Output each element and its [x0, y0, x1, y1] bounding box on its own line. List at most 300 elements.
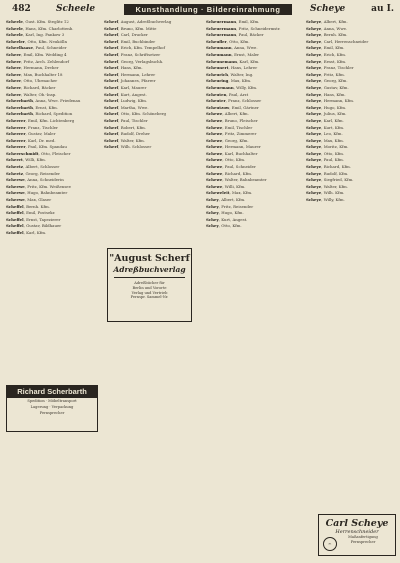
directory-entry: Schewe, Richard, Kfm. [206, 170, 253, 176]
advertisement-scherbarth [6, 385, 98, 432]
entry-details: Georg, Verlagsbuchh. [120, 58, 164, 64]
entry-details: Ernst, Kfm. [35, 104, 58, 110]
entry-details: Emil, Kfm. Lichtenberg [28, 117, 75, 123]
directory-entry: Scheutzow, Emil, Gärtner [206, 104, 259, 110]
entry-name: Scheuermann [206, 25, 237, 31]
entry-details: Walter, Kfm. [120, 137, 145, 143]
entry-name: Scheweleit [206, 190, 230, 196]
directory-entry: Schewe, Hermann, Maurer [206, 144, 261, 150]
entry-name: Scheele [6, 32, 23, 38]
directory-entry: Scherf, Karl, Maurer [104, 84, 147, 90]
directory-entry: Scheer, Fritz, Arch. Zehlendorf [6, 58, 69, 64]
entry-name: Scheerer [6, 124, 26, 130]
entry-details: Max, Glaser [27, 197, 52, 203]
entry-name: Scheetz [6, 170, 23, 176]
entry-name: Schewe [206, 144, 223, 150]
directory-entry: Scheele, Gust. Kfm. Steglitz 12 [6, 19, 69, 24]
directory-entry: Scheye, Bernh. Kfm. [306, 32, 348, 38]
directory-entry: Scheele, Hans, Kfm. Charlottenb. [6, 25, 74, 31]
entry-name: Scherf [104, 104, 119, 110]
directory-entry: Schewe, Paul, Schneider [206, 164, 256, 170]
directory-entry: Schewe, Karl, Buchhalter [206, 150, 258, 156]
entry-details: Hermann, Maurer [224, 144, 261, 150]
entry-name: Scheye [306, 111, 322, 117]
entry-name: Scheumann [206, 45, 232, 51]
entry-details: Franz, Schriftsetzer [120, 51, 161, 57]
entry-details: Otto, Kfm. Schöneberg [120, 111, 166, 117]
entry-details: Otto, Kfm. [224, 157, 246, 163]
directory-entry: Scheunert, Hans, Lehrer [206, 65, 258, 71]
column-3 [206, 19, 296, 559]
entry-name: Scherf [104, 98, 119, 104]
entry-name: Scheuermann [206, 32, 237, 38]
entry-details: Hugo, Bahnbeamter [27, 190, 68, 196]
entry-name: Scherf [104, 78, 119, 84]
directory-entry: Schewe, Otto, Kfm. [206, 157, 246, 163]
entry-details: Hermann, Kfm. [323, 98, 355, 104]
directory-entry: Scheuermann, Paul, Bäcker [206, 32, 264, 38]
header-last-name: Scheye [310, 4, 346, 14]
entry-details: Willi, Kfm. [25, 157, 46, 163]
entry-name: Scheye [306, 19, 322, 24]
entry-details: August, Adreßbuchverlag [120, 19, 172, 24]
entry-name: Scheele [6, 25, 23, 31]
directory-entry: Schey, Fritz, Reisender [206, 203, 254, 209]
entry-name: Scherf [104, 19, 119, 24]
ad-scheye-subtitle: Herrenschneider [335, 529, 379, 535]
entry-details: Kurt, Kfm. [323, 124, 345, 130]
entry-name: Scheunemann [206, 58, 237, 64]
entry-details: Paul, Kfm. Spandau [28, 144, 67, 150]
entry-name: Schey [206, 203, 219, 209]
entry-details: Richard, Bäcker [23, 84, 56, 90]
entry-name: Scheye [306, 51, 322, 57]
ad-scherbarth-line: Lagerung · Verpackung [30, 405, 74, 409]
entry-name: Scheffel [6, 216, 24, 222]
entry-details: Moritz, Kfm. [323, 144, 349, 150]
entry-name: Scheffel [6, 210, 24, 216]
directory-entry: Scheerer, Franz, Tischler [6, 124, 58, 130]
ad-scherf-line: Fernspr. Sammel-Nr. [130, 295, 169, 300]
entry-details: Siegfried, Kfm. [323, 177, 354, 183]
entry-details: Ernst, Maler [234, 51, 260, 57]
directory-entry: Scheele, Karl, Ing. Pankow 3 [6, 32, 65, 38]
entry-details: Anna, Wwe. [234, 45, 258, 51]
entry-name: Scherf [104, 117, 119, 123]
directory-entry: Scheunemann, Karl, Kfm. [206, 58, 260, 64]
entry-details: Otto, Uhrmacher [23, 78, 58, 84]
ad-scherf-title: "August Scherf [109, 253, 190, 264]
directory-entry: Scheer, Emil, Kfm. Wedding 4 [6, 51, 67, 57]
entry-name: Scheewe [6, 183, 25, 189]
entry-details: Richard, Kfm. [224, 170, 253, 176]
entry-name: Scheewe [6, 177, 25, 183]
entry-name: Scherf [104, 131, 119, 137]
entry-name: Scheye [306, 32, 322, 38]
directory-entry: Schey, Otto, Kfm. [206, 223, 242, 229]
entry-details: Richard, Kfm. [323, 164, 351, 170]
directory-entry: Scheye, Siegfried, Kfm. [306, 177, 354, 183]
entry-name: Schewe [206, 124, 223, 130]
directory-entry: Scheetz, Georg, Reisender [6, 170, 60, 176]
entry-details: Willi, Kfm. [224, 183, 246, 189]
entry-details: Karl, Buchhalter [224, 150, 258, 156]
directory-entry: Schewe, Fritz, Zimmerer [206, 131, 257, 137]
directory-entry: Scheumann, Anna, Wwe. [206, 45, 258, 51]
scissors-icon: ✂ [323, 537, 337, 551]
entry-name: Scheuter [206, 98, 226, 104]
entry-details: Fritz, Zimmerer [224, 131, 257, 137]
directory-entry: Scheye, Willy, Kfm. [306, 197, 345, 203]
directory-entry: Scherf, Johannes, Pfarrer [104, 78, 156, 84]
directory-entry: Scheewe, Max, Glaser [6, 197, 52, 203]
entry-name: Scherf [104, 144, 119, 150]
entry-details: Karl, Maurer [120, 84, 147, 90]
entry-name: Scheuring [206, 78, 229, 84]
entry-details: Ernst, Kfm. [323, 58, 347, 64]
entry-details: Paul, Arzt [228, 91, 249, 97]
page-header [6, 4, 396, 16]
entry-details: Otto, Kfm. Neukölln [27, 38, 68, 44]
entry-name: Scheye [306, 25, 322, 31]
entry-details: Karl, Kfm. [239, 58, 260, 64]
directory-entry: Schewe, Walter, Bahnbeamter [206, 177, 267, 183]
directory-entry: Scherf, Emil, Buchbinder [104, 38, 156, 44]
entry-details: Karl, Kfm. [26, 230, 47, 235]
entry-details: Ernst, Tapezierer [26, 216, 61, 222]
entry-details: Max, Kfm. [232, 190, 253, 196]
entry-details: Georg, Kfm. [323, 78, 348, 84]
directory-entry: Scheye, Richard, Kfm. [306, 164, 351, 170]
entry-details: Gust. Kfm. Steglitz 12 [25, 19, 69, 24]
directory-entry: Scheye, Walter, Kfm. [306, 183, 348, 189]
directory-entry: Scheye, Otto, Kfm. [306, 150, 345, 156]
directory-entry: Scherf, Ludwig, Kfm. [104, 98, 148, 104]
entry-name: Schewe [206, 157, 223, 163]
directory-entry: Scheerbarth, Ernst, Kfm. [6, 104, 58, 110]
directory-entry: Scheye, Hugo, Kfm. [306, 104, 347, 110]
entry-details: Paul, Schneider [35, 45, 67, 51]
entry-name: Scheye [306, 183, 322, 189]
entry-details: Emil, Postsekr. [26, 210, 56, 216]
ad-scherf-line: Verlag und Vertrieb [131, 290, 168, 295]
entry-name: Scheye [306, 104, 322, 110]
entry-details: Hans, Lehrer [230, 65, 258, 71]
directory-entry: Scheye, Emil, Kfm. [306, 45, 345, 51]
entry-details: Hans, Kfm. Charlottenb. [25, 25, 74, 31]
entry-name: Scheye [306, 190, 322, 196]
ad-scherf-subtitle: Adreßbuchverlag [113, 265, 186, 274]
directory-entry: Scheufler, Otto, Kfm. [206, 38, 250, 44]
page-number: 482 [12, 4, 31, 14]
entry-details: Leo, Kfm. [323, 131, 343, 137]
entry-details: Anna, Schneiderin [27, 177, 64, 183]
directory-entry: Scherf, Bruno, Kfm. Mitte [104, 25, 157, 31]
entry-details: Hugo, Kfm. [221, 210, 244, 216]
directory-entry: Scheer, Otto, Uhrmacher [6, 78, 58, 84]
entry-details: Paul, Schneider [224, 164, 256, 170]
entry-details: Albert, Schlosser [25, 164, 60, 170]
ad-scherbarth-line: Spedition · Möbeltransport [27, 399, 77, 403]
entry-name: Scheer [6, 84, 22, 90]
entry-details: Franz, Tischler [323, 65, 354, 71]
entry-details: Anna, Wwe. [323, 25, 348, 31]
directory-entry: Scheelhaase, Paul, Schneider [6, 45, 67, 51]
directory-entry: Scherf, Rudolf, Dreher [104, 131, 150, 137]
directory-entry: Scheurich, Walter, Ing. [206, 71, 254, 77]
directory-entry: Scheerer, Emil, Kfm. Lichtenberg [6, 117, 75, 123]
directory-entry: Scherf, Georg, Verlagsbuchh. [104, 58, 164, 64]
entry-details: Bruno, Fleischer [224, 117, 258, 123]
column-4 [306, 19, 396, 559]
directory-entry: Scheer, Walter, Ob.-Insp. [6, 91, 57, 97]
entry-name: Scheufler [206, 38, 227, 44]
directory-entry: Scheye, Albert, Kfm. [306, 19, 348, 24]
entry-details: Bruno, Kfm. Mitte [120, 25, 157, 31]
entry-name: Scheye [306, 91, 322, 97]
entry-name: Scheer [6, 78, 22, 84]
entry-name: Scheerer [6, 117, 26, 123]
entry-details: Albert, Kfm. [323, 19, 348, 24]
directory-entry: Scheffel, Gustav, Bildhauer [6, 223, 62, 229]
entry-name: Scherf [104, 45, 119, 51]
entry-details: Gustav, Kfm. [323, 84, 349, 90]
directory-entry: Schewe, Albert, Kfm. [206, 111, 249, 117]
entry-name: Scheunert [206, 65, 229, 71]
directory-entry: Scheffel, Bernh. Kfm. [6, 203, 50, 209]
directory-entry: Scheye, Ernst, Kfm. [306, 58, 347, 64]
entry-details: Max, Kfm. [230, 78, 252, 84]
entry-details: Julius, Kfm. [323, 111, 347, 117]
entry-name: Scheye [306, 117, 322, 123]
directory-entry: Scherf, August, Adreßbuchverlag [104, 19, 172, 24]
entry-name: Scheye [306, 164, 322, 170]
entry-name: Scheer [6, 65, 22, 71]
entry-name: Scheerbarth [6, 104, 33, 110]
entry-details: Carl, Herrenschneider [323, 38, 369, 44]
entry-name: Schewe [206, 170, 223, 176]
directory-entry: Scheye, Kurt, Kfm. [306, 124, 345, 130]
entry-name: Schewe [206, 137, 223, 143]
entry-details: Emil, Kfm. [323, 45, 345, 51]
directory-entry: Scherf, Hermann, Lehrer [104, 71, 156, 77]
entry-name: Scheer [6, 71, 22, 77]
entry-name: Scherf [104, 71, 119, 77]
entry-name: Scheelhaase [6, 45, 33, 51]
directory-entry: Scheer, Hermann, Dreher [6, 65, 59, 71]
entry-name: Scherf [104, 124, 119, 130]
directory-entry: Scheye, Fritz, Kfm. [306, 71, 345, 77]
entry-name: Schey [206, 210, 219, 216]
entry-name: Scheewe [6, 197, 25, 203]
entry-details: Emil, Buchbinder [120, 38, 156, 44]
directory-entry: Scheye, Julius, Kfm. [306, 111, 347, 117]
entry-details: Max, Kfm. [323, 137, 344, 143]
entry-details: Carl, Drucker [120, 32, 148, 38]
entry-name: Scherf [104, 137, 119, 143]
directory-entry: Scheffel, Ernst, Tapezierer [6, 216, 61, 222]
entry-name: Scherf [104, 32, 119, 38]
entry-name: Scheerer [6, 144, 26, 150]
entry-name: Scheumann [206, 51, 232, 57]
advertisement-scherf [107, 248, 192, 322]
entry-name: Scheewe [6, 190, 25, 196]
directory-entry: Scheye, Gustav, Kfm. [306, 84, 349, 90]
directory-entry: Scheye, Karl, Kfm. [306, 117, 344, 123]
directory-entry: Scheer, Richard, Bäcker [6, 84, 56, 90]
entry-name: Scheuermann [206, 19, 237, 24]
entry-name: Scherf [104, 38, 119, 44]
entry-name: Scheye [306, 84, 322, 90]
directory-entry: Scherf, Carl, Drucker [104, 32, 148, 38]
entry-name: Scheurich [206, 71, 229, 77]
directory-entry: Scheye, Paul, Kfm. [306, 157, 344, 163]
directory-entry: Scheye, Erich, Kfm. [306, 51, 347, 57]
entry-details: Max, Buchhalter 18 [23, 71, 63, 77]
entry-name: Scheye [306, 137, 322, 143]
directory-entry: Schewe, Bruno, Fleischer [206, 117, 258, 123]
directory-entry: Scheye, Anna, Wwe. [306, 25, 348, 31]
directory-entry: Scherf, Otto, Kfm. Schöneberg [104, 111, 166, 117]
ad-scherf-line: Adreßbücher für [134, 281, 165, 285]
entry-name: Scheye [306, 38, 322, 44]
directory-entry: Schewe, Emil, Tischler [206, 124, 253, 130]
entry-details: Walter, Ing. [230, 71, 254, 77]
entry-details: Hugo, Kfm. [323, 104, 347, 110]
entry-details: Robert, Kfm. [120, 124, 146, 130]
entry-name: Scheye [306, 124, 322, 130]
entry-name: Scheerschmidt [6, 150, 39, 156]
directory-entry: Scheuring, Max, Kfm. [206, 78, 252, 84]
entry-name: Scheye [306, 170, 322, 176]
directory-entry: Scheye, Rudolf, Kfm. [306, 170, 349, 176]
directory-entry: Scherf, Martha, Wwe. [104, 104, 149, 110]
ad-scheye-title: Carl Scheye [325, 518, 389, 529]
entry-name: Schey [206, 223, 219, 229]
ad-scherbarth-title: Richard Scherbarth [7, 386, 97, 398]
entry-details: Kurt, Angest. [221, 216, 248, 222]
entry-name: Scheye [306, 131, 322, 137]
header-range: au I. [371, 4, 394, 14]
directory-entry: Scheert, Willi, Kfm. [6, 157, 46, 163]
entry-details: Karl, Ing. Pankow 3 [25, 32, 65, 38]
entry-details: Wilh. Schlosser [120, 144, 152, 150]
ad-scheye-line: Maßanfertigung [348, 535, 378, 539]
entry-name: Schewe [206, 131, 223, 137]
entry-details: Paul, Tischler [120, 117, 148, 123]
entry-name: Scheye [306, 197, 322, 203]
entry-name: Scheffel [6, 223, 24, 229]
entry-details: Fritz, Kfm. Weißensee [27, 183, 71, 189]
entry-name: Schewe [206, 164, 223, 170]
entry-name: Scheerbarth [6, 111, 33, 117]
entry-name: Scherf [104, 111, 119, 117]
entry-name: Scheetz [6, 164, 23, 170]
entry-name: Scheerer [6, 137, 26, 143]
entry-details: Hermann, Lehrer [120, 71, 156, 77]
entry-name: Scheer [6, 91, 22, 97]
directory-entry: Scheye, Wilh. Kfm. [306, 190, 345, 196]
entry-details: Fritz, Arch. Zehlendorf [23, 58, 69, 64]
entry-name: Scheuten [206, 91, 227, 97]
entry-details: Wilh. Kfm. [323, 190, 345, 196]
entry-details: Karl, Kfm. [323, 117, 344, 123]
entry-details: Georg, Kfm. [224, 137, 249, 143]
entry-name: Scheye [306, 98, 322, 104]
entry-name: Scheye [306, 58, 322, 64]
entry-name: Scheer [6, 58, 22, 64]
entry-details: Paul, Bäcker [238, 32, 264, 38]
entry-name: Scheerbarth [6, 98, 33, 104]
header-first-name: Scheele [56, 4, 96, 14]
directory-entry: Scheerer, Paul, Kfm. Spandau [6, 144, 67, 150]
directory-entry: Scheye, Georg, Kfm. [306, 78, 348, 84]
directory-entry: Scheerer, Karl, Dr. med. [6, 137, 56, 143]
directory-entry: Scheuermann, Emil, Kfm. [206, 19, 260, 24]
directory-entry: Scheer, Max, Buchhalter 18 [6, 71, 63, 77]
entry-details: Emil, Tischler [224, 124, 253, 130]
entry-name: Schewe [206, 150, 223, 156]
entry-details: Ludwig, Kfm. [120, 98, 148, 104]
entry-name: Scheerer [6, 131, 26, 137]
directory-entry: Scheweleit, Max, Kfm. [206, 190, 253, 196]
ad-scherf-line: Berlin und Vororte [132, 285, 167, 290]
entry-name: Scherf [104, 25, 119, 31]
directory-entry: Scheewe, Hugo, Bahnbeamter [6, 190, 68, 196]
entry-name: Scheye [306, 78, 322, 84]
entry-name: Scheurmann [206, 84, 234, 90]
entry-name: Scherf [104, 58, 119, 64]
directory-entry: Scheuter, Franz, Schlosser [206, 98, 262, 104]
directory-entry: Scheeler, Otto, Kfm. Neukölln [6, 38, 68, 44]
entry-details: Fritz, Kfm. [323, 71, 345, 77]
directory-entry: Schey, Hugo, Kfm. [206, 210, 244, 216]
entry-details: Franz, Tischler [28, 124, 58, 130]
entry-details: Bernh. Kfm. [323, 32, 348, 38]
entry-name: Scheye [306, 157, 322, 163]
entry-details: Walter, Kfm. [323, 183, 348, 189]
entry-name: Schewe [206, 111, 223, 117]
directory-entry: Scherf, Walter, Kfm. [104, 137, 145, 143]
header-banner: Kunsthandlung · Bildereinrahmung [124, 4, 292, 15]
directory-entry: Scherf, Wilh. Schlosser [104, 144, 152, 150]
directory-entry: Scheewe, Fritz, Kfm. Weißensee [6, 183, 71, 189]
directory-entry: Scherf, Hans, Kfm. [104, 65, 143, 71]
entry-details: Paul, Kfm. [323, 157, 344, 163]
entry-details: Rudolf, Kfm. [323, 170, 349, 176]
directory-entry: Scheumann, Ernst, Maler [206, 51, 260, 57]
directory-entry: Scherf, Erich, Kfm. Tempelhof [104, 45, 165, 51]
entry-details: Fritz, Reisender [221, 203, 254, 209]
entry-name: Schey [206, 216, 219, 222]
entry-details: Otto, Kfm. [229, 38, 250, 44]
directory-entry: Scheye, Leo, Kfm. [306, 131, 343, 137]
directory-entry: Scheerer, Gustav, Maler [6, 131, 56, 137]
entry-name: Scheye [306, 45, 322, 51]
entry-name: Schey [206, 197, 219, 203]
directory-entry: Schey, Kurt, Angest. [206, 216, 248, 222]
entry-name: Schewe [206, 183, 223, 189]
directory-entry: Schey, Albert, Kfm. [206, 197, 246, 203]
entry-details: Hermann, Dreher [23, 65, 59, 71]
entry-name: Scheffel [6, 230, 24, 235]
column-1 [6, 19, 96, 559]
entry-details: Erich, Kfm. Tempelhof [120, 45, 165, 51]
directory-entry: Scheetz, Albert, Schlosser [6, 164, 60, 170]
directory-entry: Scherf, Robert, Kfm. [104, 124, 146, 130]
ad-scheye-line: Fernsprecher [350, 539, 376, 544]
entry-name: Scheele [6, 19, 23, 24]
